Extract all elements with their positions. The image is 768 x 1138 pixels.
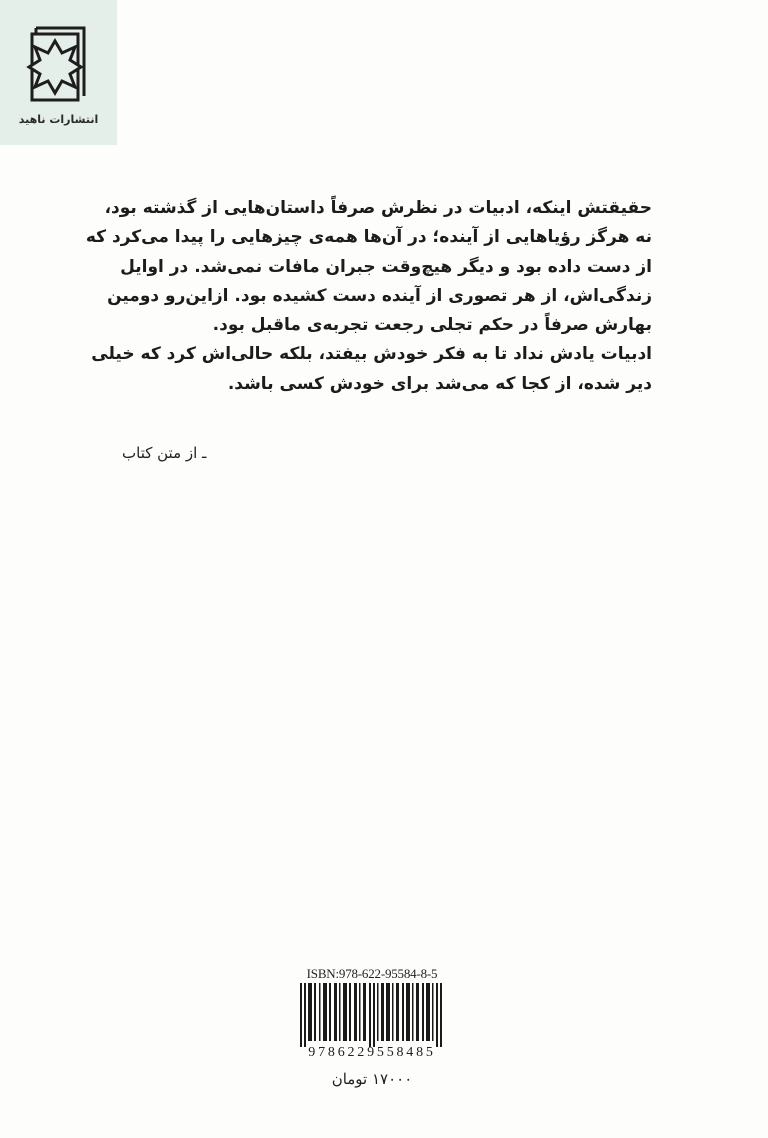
price-label: ۱۷۰۰۰ تومان bbox=[331, 1070, 413, 1088]
blurb-line: بهارش صرفاً در حکم تجلی رجعت تجربه‌ی ماقبل بود. bbox=[212, 315, 652, 336]
blurb-line: دیر شده، از کجا که می‌شد برای خودش کسی باشد. bbox=[227, 373, 652, 394]
back-cover-blurb bbox=[85, 194, 652, 399]
blurb-line: از دست داده بود و دیگر هیچ‌وقت جبران مافات نمی‌شد. در اوایل bbox=[120, 256, 652, 277]
isbn-label: ISBN:978-622-95584-8-5 bbox=[306, 966, 438, 981]
barcode-digits: 9786229558485 bbox=[308, 1045, 436, 1060]
blurb-line: حقیقتش اینکه، ادبیات در نظرش صرفاً داستان‌هایی از گذشته بود، bbox=[104, 198, 652, 218]
isbn-block bbox=[296, 966, 448, 1061]
blurb-source bbox=[122, 444, 652, 462]
barcode-icon bbox=[296, 983, 448, 1047]
publisher-name: انتشارات ناهید bbox=[18, 113, 99, 126]
blurb-line: ادبیات یادش نداد تا به فکر خودش بیفتد، بلکه حالی‌اش کرد که خیلی bbox=[91, 344, 652, 365]
publisher-logo-box bbox=[0, 0, 117, 145]
book-star-icon bbox=[26, 22, 90, 106]
blurb-line: نه هرگز رؤیاهایی از آینده؛ در آن‌ها همه‌ی چیزهایی را پیدا می‌کرد که bbox=[85, 227, 652, 248]
source-label: ـ از متن کتاب bbox=[122, 444, 207, 462]
blurb-line: زندگی‌اش، از هر تصوری از آینده دست کشیده بود. ازاین‌رو دومین bbox=[107, 285, 652, 306]
